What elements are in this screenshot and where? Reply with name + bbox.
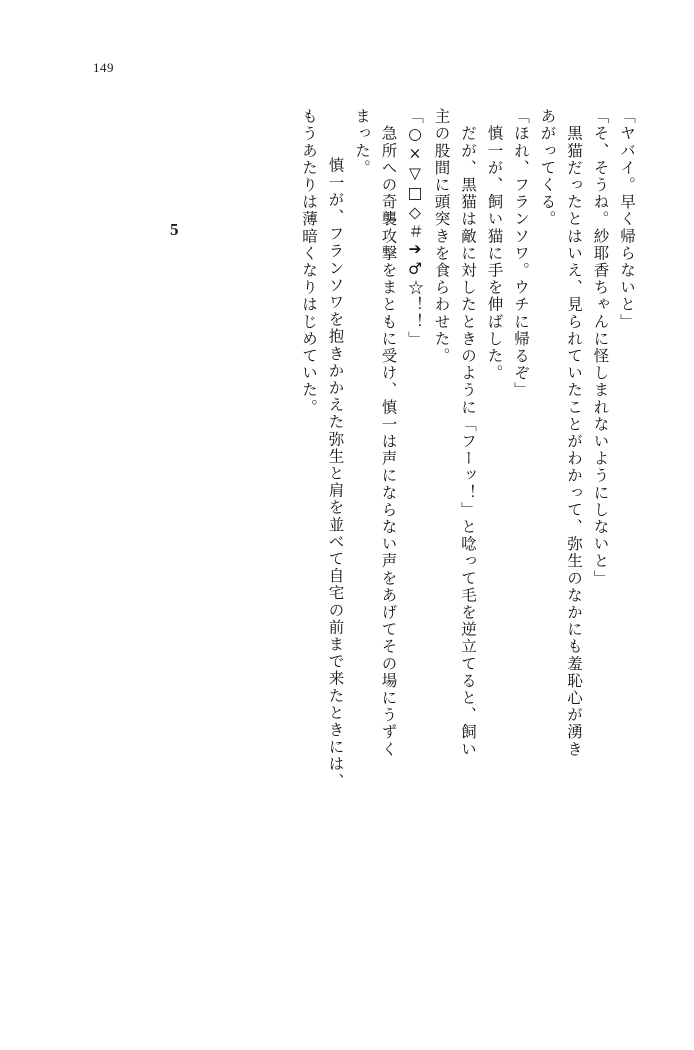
text-line: あがってくる。 [538, 108, 557, 228]
text-line: 急所への奇襲攻撃をまともに受け、慎一は声にならない声をあげてその場にうずく [379, 108, 398, 758]
text-line: まった。 [353, 108, 371, 177]
text-line: 「そ、そうね。紗耶香ちゃんに怪しまれないようにしないと」 [591, 108, 610, 587]
text-line: だが、黒猫は敵に対したときのように「フーッ！」と唸って毛を逆立てると、飼い [459, 108, 477, 758]
text-line: 慎一が、飼い猫に手を伸ばした。 [485, 108, 504, 382]
text-line: もうあたりは薄暗くなりはじめていた。 [300, 108, 318, 416]
page-folio: 149 [93, 60, 114, 75]
section-number: 5 [170, 220, 179, 239]
text-line: 主の股間に頭突きを食らわせた。 [432, 108, 451, 365]
text-line: 「ヤバイ。早く帰らないと」 [618, 108, 636, 331]
text-line: 黒猫だったとはいえ、見られていたことがわかって、弥生のなかにも羞恥心が湧き [565, 108, 583, 758]
text-line: 「ほれ、フランソワ。ウチに帰るぞ」 [512, 108, 530, 399]
vertical-text-body [60, 108, 634, 1008]
text-line: 「○×▽□◇＃➔♂☆！！」 [406, 108, 424, 348]
text-line: 慎一が、フランソワを抱きかかえた弥生と肩を並べて自宅の前まで来たときには、 [326, 140, 345, 790]
